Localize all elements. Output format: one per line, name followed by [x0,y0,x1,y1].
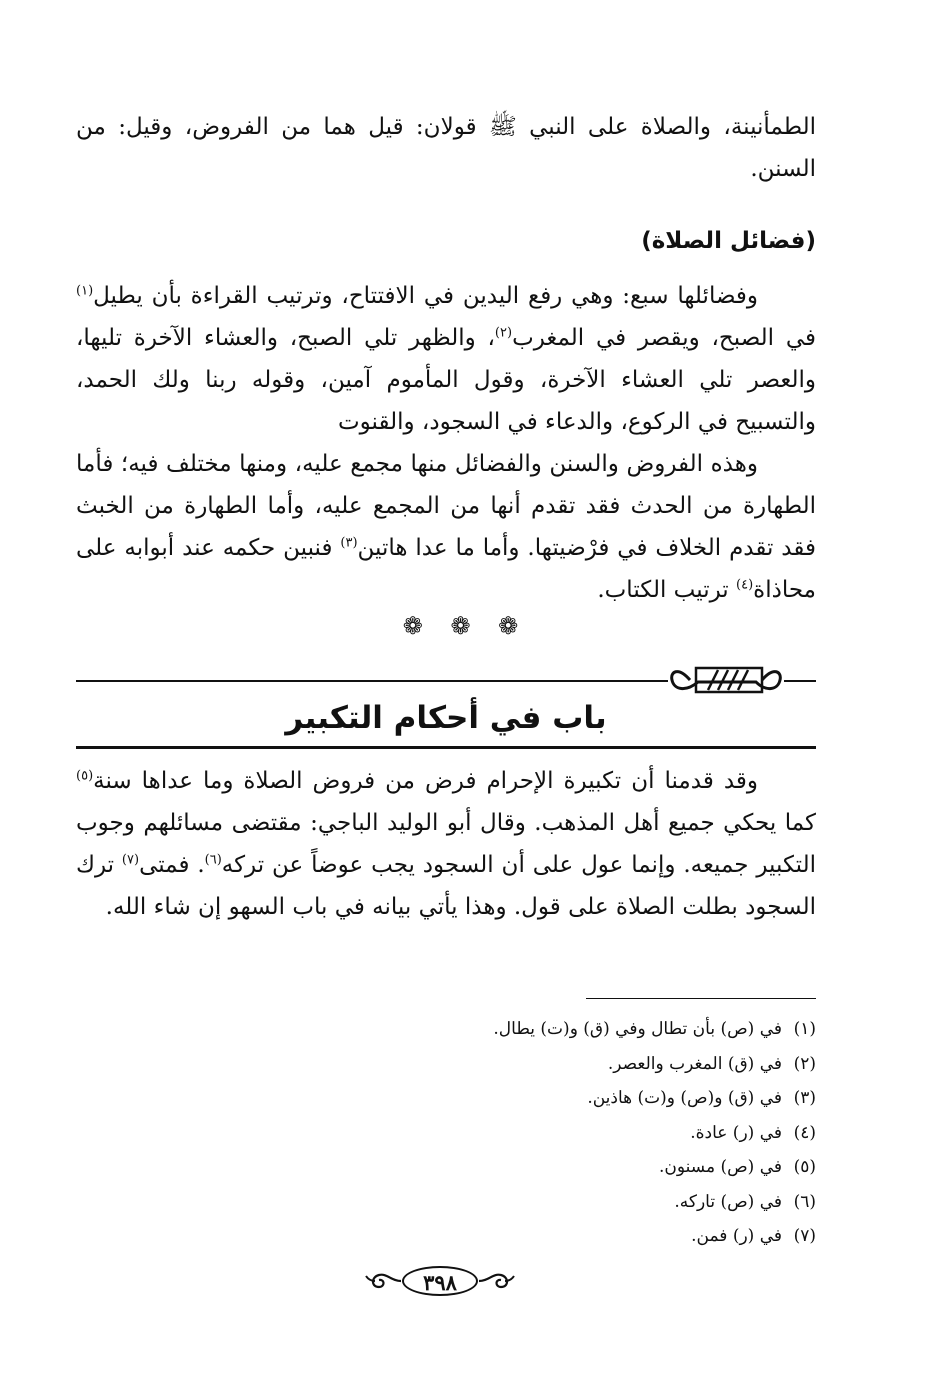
text-run: وقد قدمنا أن تكبيرة الإحرام فرض من فروض الصلاة وما عداها سنة [93,768,758,794]
footnote-number: (٢) [793,1053,816,1074]
left-swirl-icon [365,1270,401,1292]
footnote-text: في (ص) تاركه. [674,1191,782,1212]
text-run: في الصبح، ويقصر في المغرب [512,325,816,351]
footnote-number: (١) [793,1019,816,1039]
footnote-ref-2: (٢) [494,325,513,341]
virtues-section [76,275,816,611]
footnotes-list [216,1012,816,1254]
text-run: وفضائلها سبع: وهي رفع اليدين في الافتتاح، وترتيب القراءة بأن يطيل [93,283,758,309]
footnote-text: في (ص) بأن تطال وفي (ق) و(ت) يطال. [493,1019,782,1039]
footnote-text: في (ق) المغرب والعصر. [607,1053,782,1074]
footnote-text: في (ق) و(ص) و(ت) هاذين. [587,1088,782,1108]
footnote-number: (٣) [793,1088,816,1108]
footnote-ref-1: (١) [76,283,94,299]
opening-paragraph [76,106,816,190]
footnote [216,1012,816,1047]
chapter-paragraph [76,760,816,928]
footnote-number: (٥) [793,1157,816,1177]
text-run: كما يحكي جميع أهل المذهب. وقال أبو الوليد الباجي: مقتضى مسائلهم وجوب التكبير جميعه. وإنما عول على أن السجود يجب عوضاً عن تركه [76,810,816,878]
footnote-number: (٤) [793,1122,816,1143]
footnote [216,1047,816,1082]
virtues-paragraph [76,275,816,443]
chapter-title: باب في أحكام التكبير [285,700,607,736]
footnote-number: (٧) [793,1226,816,1246]
footnote-number: (٦) [793,1191,816,1212]
footnote-ref-7: (٧) [121,852,140,868]
text-run: فنبين حكمه عند أبوابه على محاذاة [76,535,816,603]
chapter-bottom-rule [76,746,816,749]
page-number-badge [365,1262,515,1302]
footnote-divider [586,998,816,999]
text-run: وهذه الفروض والسنن والفضائل منها مجمع عليه، ومنها مختلف فيه؛ فأما الطهارة من الحدث فقد تقدم أنها من المجمع عليه، وأما الطهارة من الخبث فقد تقدم الخلاف في فرْضيتها. وأما ما عدا هاتين [76,451,817,561]
footnote [216,1150,816,1185]
footnote-ref-3: (٣) [340,535,358,551]
page-number: ٣٩٨ [402,1266,478,1296]
text-run: ، والظهر تلي الصبح، والعشاء الآخرة تليها، والعصر تلي العشاء الآخرة، وقول المأموم آمين، وقوله ربنا ولك الحمد، والتسبيح في الركوع، والدعاء في السجود، والقنوت [76,325,816,435]
section-heading: (فضائل الصلاة) [641,228,816,254]
footnote-text: في (ر) فمن. [691,1226,782,1246]
rulings-paragraph [76,443,816,611]
text-run: ترك السجود بطلت الصلاة على قول. وهذا يأتي بيانه في باب السهو إن شاء الله. [76,852,816,920]
footnote [216,1185,816,1220]
footnote-text: في (ص) مسنون. [659,1157,782,1177]
footnote-ref-5: (٥) [76,768,94,784]
footnote-ref-6: (٦) [204,852,222,868]
section-separator: ❁ ❁ ❁ [402,612,529,640]
footnote [216,1081,816,1116]
footnote-text: في (ر) عادة. [690,1122,782,1143]
text-run: ترتيب الكتاب. [597,577,736,603]
footnote [216,1219,816,1254]
right-swirl-icon [479,1270,515,1292]
paragraph-text: الطمأنينة، والصلاة على النبي ﷺ قولان: قيل هما من الفروض، وقيل: من السنن. [76,114,816,182]
chapter-body [76,760,816,928]
text-run: . فمتى [139,852,205,878]
footnote-ref-4: (٤) [736,577,754,593]
footnote [216,1116,816,1151]
